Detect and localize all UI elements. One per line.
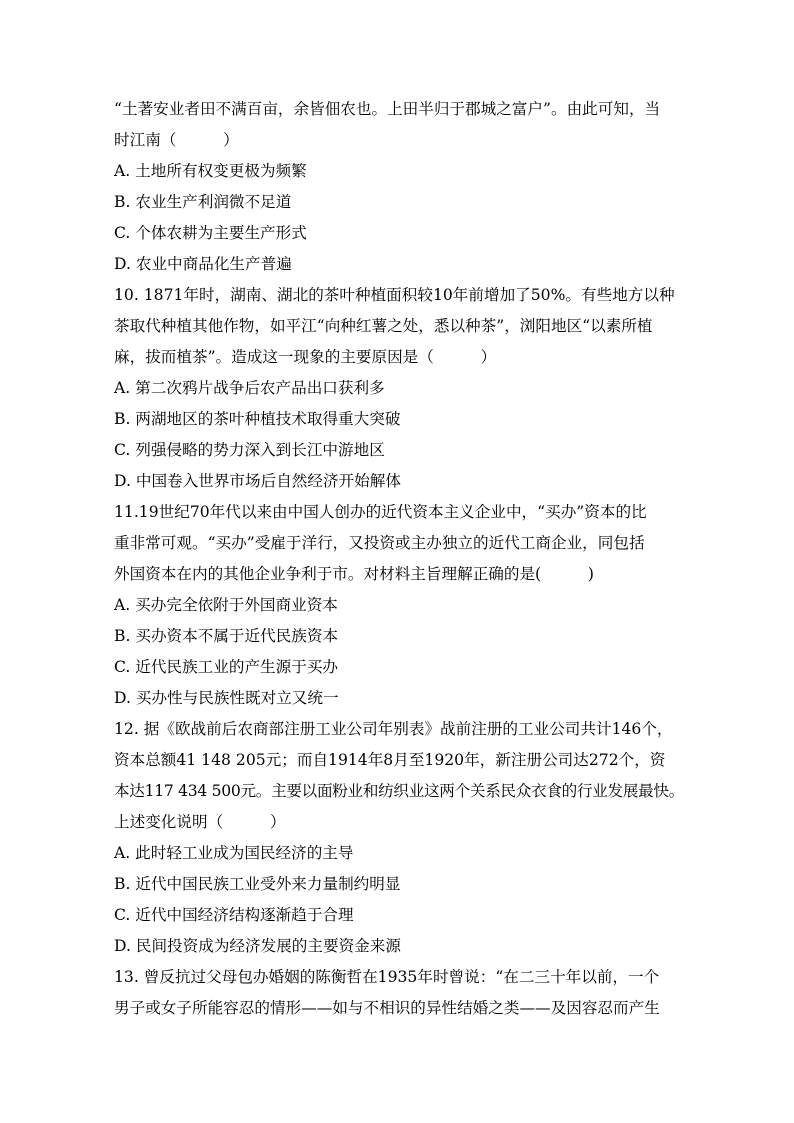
question-stem-line: 麻，拔而植茶”。造成这一现象的主要原因是（ ） [114,348,497,366]
option-b: B. 近代中国民族工业受外来力量制约明显 [114,875,401,893]
question-stem-line: 10. 1871年时，湖南、湖北的茶叶种植面积较10年前增加了50%。有些地方以种 [114,286,675,304]
option-d: D. 买办性与民族性既对立又统一 [114,689,339,707]
question-12 [114,714,684,962]
option-d: D. 中国卷入世界市场后自然经济开始解体 [114,472,401,490]
option-b: B. 买办资本不属于近代民族资本 [114,627,339,645]
question-stem-line: “土著安业者田不满百亩，余皆佃农也。上田半归于郡城之富户”。由此可知，当 [114,100,661,118]
question-10 [114,280,684,497]
option-b: B. 农业生产利润微不足道 [114,193,292,211]
option-a: A. 土地所有权变更极为频繁 [114,162,307,180]
question-11 [114,497,684,714]
question-stem-line: 13. 曾反抗过父母包办婚姻的陈衡哲在1935年时曾说：“在二三十年以前，一个 [114,968,660,986]
option-c: C. 近代民族工业的产生源于买办 [114,658,339,676]
question-stem-line: 重非常可观。“买办”受雇于洋行，又投资或主办独立的近代工商企业，同包括 [114,534,645,552]
option-c: C. 个体农耕为主要生产形式 [114,224,307,242]
question-stem-line: 本达117 434 500元。主要以面粉业和纺织业这两个关系民众衣食的行业发展最快。 [114,782,685,800]
option-a: A. 第二次鸦片战争后农产品出口获利多 [114,379,385,397]
question-stem-line: 上述变化说明（ ） [114,813,286,831]
option-c: C. 列强侵略的势力深入到长江中游地区 [114,441,385,459]
option-a: A. 此时轻工业成为国民经济的主导 [114,844,354,862]
option-a: A. 买办完全依附于外国商业资本 [114,596,338,614]
question-stem-line: 茶取代种植其他作物，如平江“向种红薯之处，悉以种茶”，浏阳地区“以素所植 [114,317,653,335]
option-d: D. 农业中商品化生产普遍 [114,255,292,273]
option-d: D. 民间投资成为经济发展的主要资金来源 [114,937,401,955]
question-9 [114,94,684,280]
question-stem-line: 11.19世纪70年代以来由中国人创办的近代资本主义企业中，“买办”资本的比 [114,503,647,521]
question-stem-line: 男子或女子所能容忍的情形——如与不相识的异性结婚之类——及因容忍而产生 [114,999,660,1017]
option-c: C. 近代中国经济结构逐渐趋于合理 [114,906,354,924]
exam-page [114,94,684,1024]
question-stem-line: 12. 据《欧战前后农商部注册工业公司年别表》战前注册的工业公司共计146个， [114,720,673,738]
question-stem-line: 资本总额41 148 205元；而自1914年8月至1920年，新注册公司达272个，资 [114,751,666,769]
option-b: B. 两湖地区的茶叶种植技术取得重大突破 [114,410,401,428]
question-stem-line: 时江南（ ） [114,131,239,149]
question-13 [114,962,684,1024]
question-stem-line: 外国资本在内的其他企业争利于市。对材料主旨理解正确的是( ) [114,565,594,583]
